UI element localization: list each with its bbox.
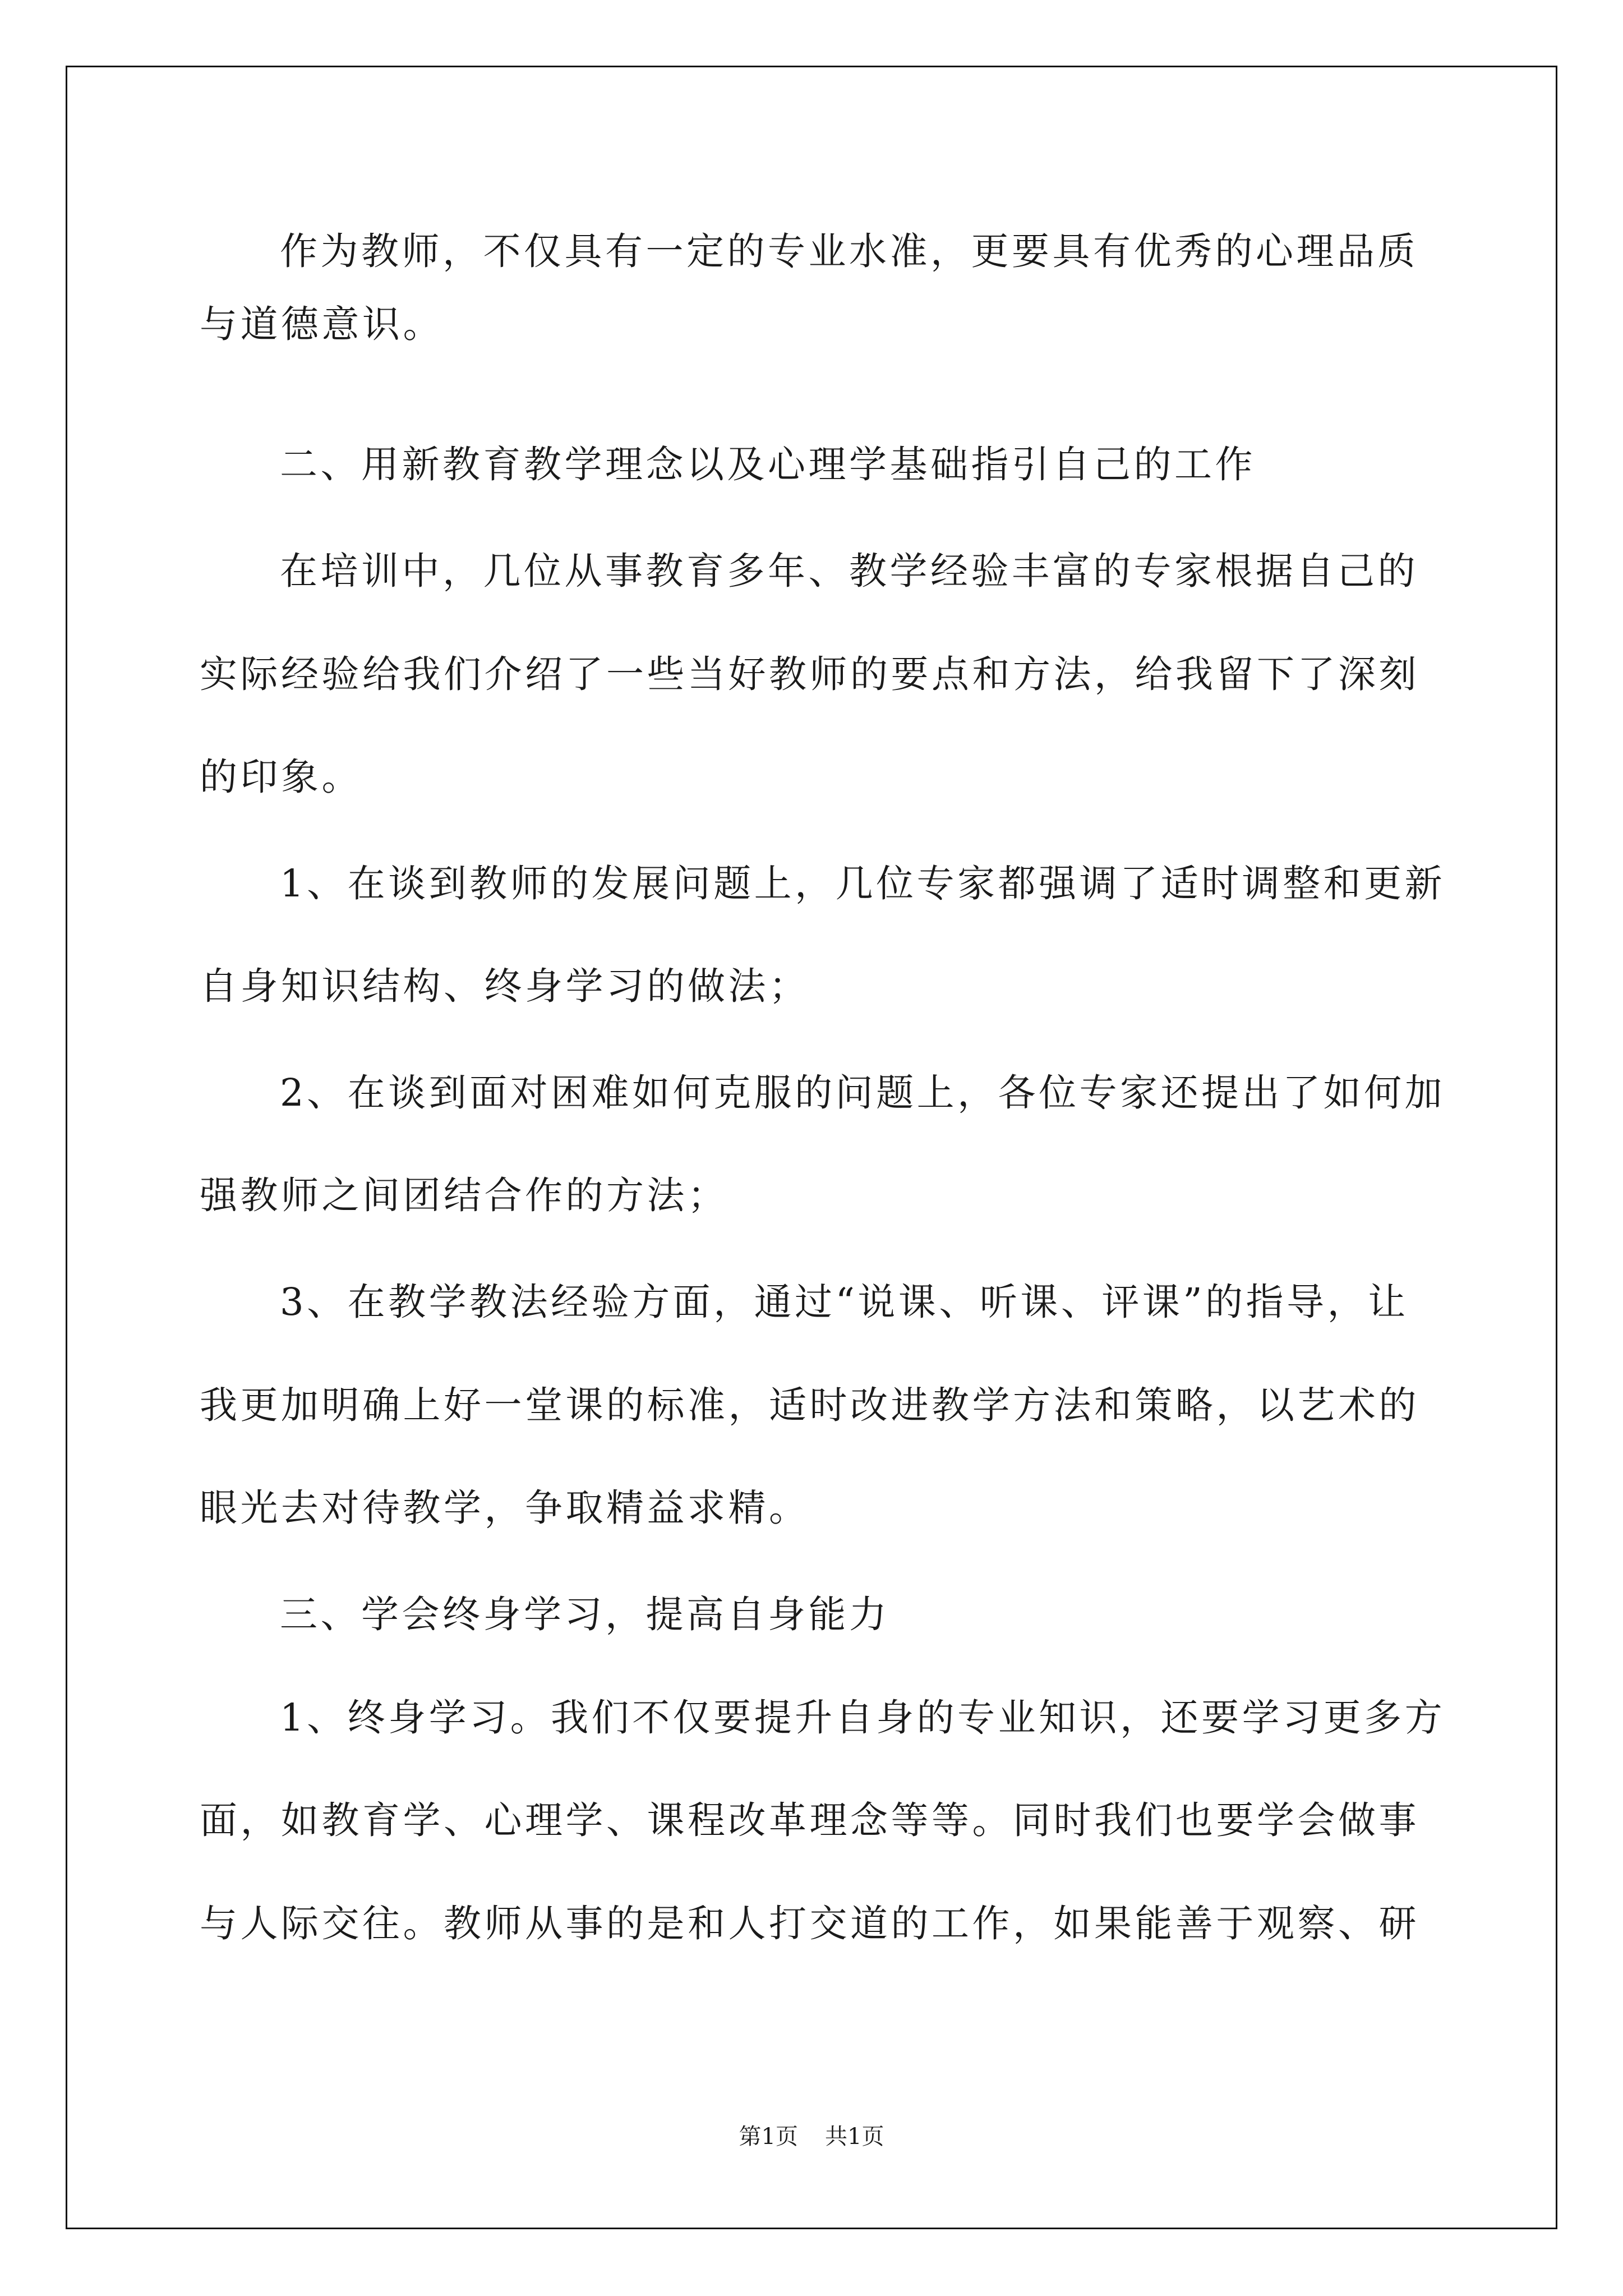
paragraph-line: 我更加明确上好一堂课的标准，适时改进教学方法和策略，以艺术的: [200, 1383, 1419, 1427]
section-heading: 二、用新教育教学理念以及心理学基础指引自己的工作: [280, 443, 1256, 486]
paragraph-line: 作为教师，不仅具有一定的专业水准，更要具有优秀的心理品质: [280, 229, 1418, 273]
paragraph-line: 强教师之间团结合作的方法；: [200, 1174, 728, 1217]
paragraph-line: 自身知识结构、终身学习的做法；: [200, 964, 810, 1008]
paragraph-line: 1、在谈到教师的发展问题上，几位专家都强调了适时调整和更新: [280, 862, 1446, 905]
paragraph-line: 面，如教育学、心理学、课程改革理念等等。同时我们也要学会做事: [200, 1798, 1419, 1842]
paragraph-line: 3、在教学教法经验方面，通过“说课、听课、评课”的指导，让: [280, 1280, 1409, 1324]
paragraph-line: 与道德意识。: [200, 302, 444, 346]
section-heading: 三、学会终身学习，提高自身能力: [280, 1593, 890, 1636]
page-total: 共1页: [825, 2124, 884, 2150]
paragraph-line: 2、在谈到面对困难如何克服的问题上，各位专家还提出了如何加: [280, 1071, 1446, 1115]
paragraph-line: 眼光去对待教学，争取精益求精。: [200, 1486, 810, 1530]
paragraph-line: 1、终身学习。我们不仅要提升自身的专业知识，还要学习更多方: [280, 1696, 1446, 1740]
paragraph-line: 在培训中，几位从事教育多年、教学经验丰富的专家根据自己的: [280, 549, 1418, 593]
page-number: 第1页: [739, 2124, 798, 2150]
page-footer: [0, 2123, 1623, 2150]
paragraph-line: 的印象。: [200, 755, 362, 799]
paragraph-line: 与人际交往。教师从事的是和人打交道的工作，如果能善于观察、研: [200, 1902, 1419, 1945]
paragraph-line: 实际经验给我们介绍了一些当好教师的要点和方法，给我留下了深刻: [200, 652, 1419, 696]
